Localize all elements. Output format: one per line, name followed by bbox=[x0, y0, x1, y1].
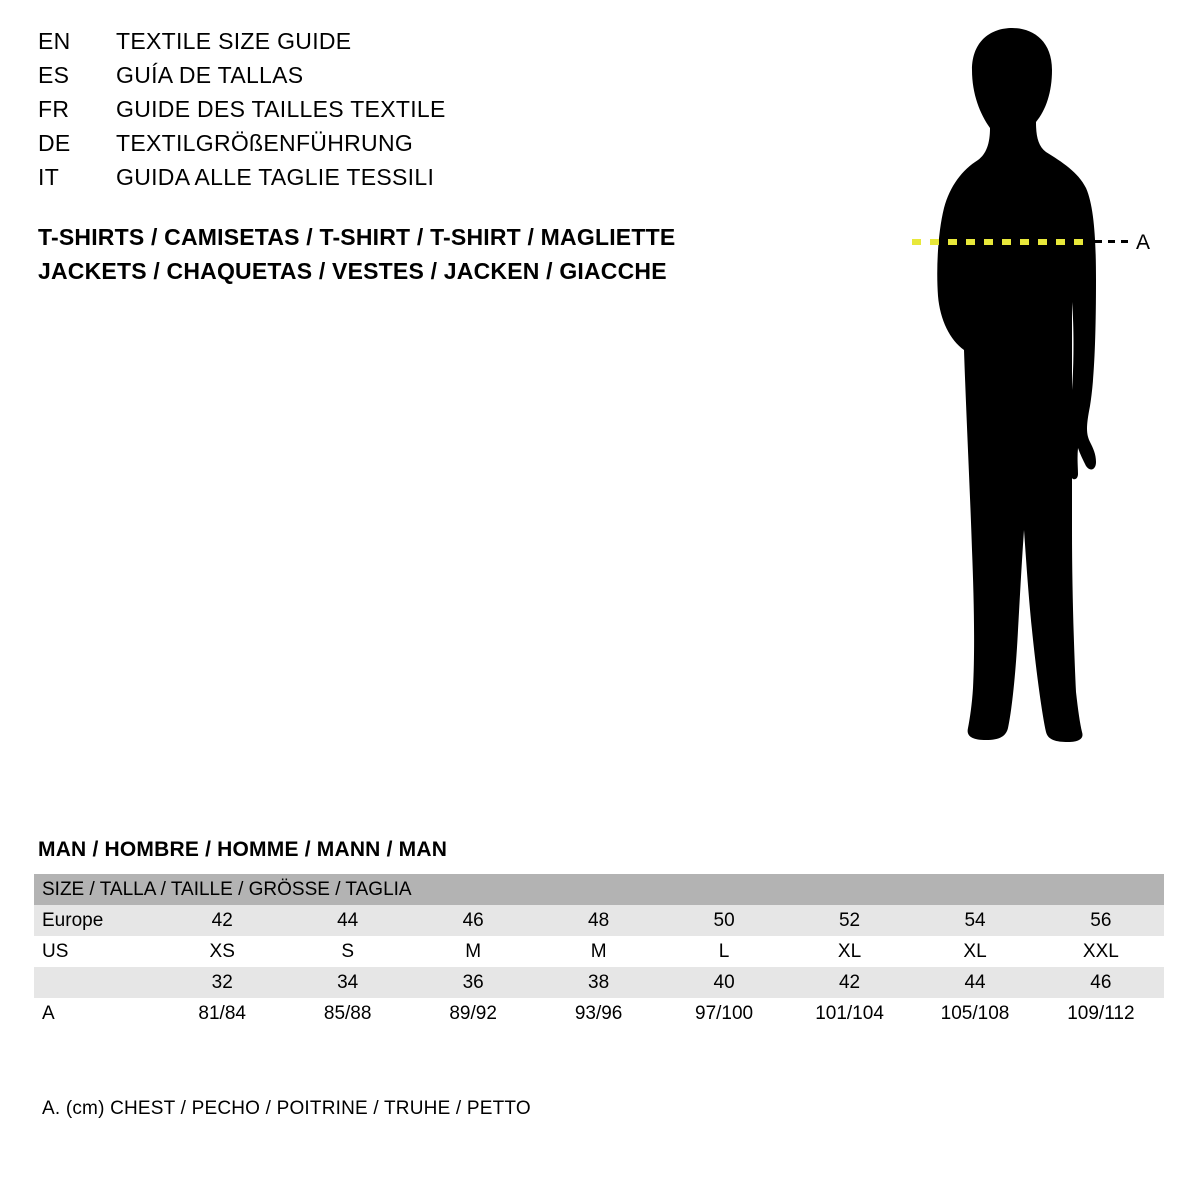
table-header-label: SIZE / TALLA / TAILLE / GRÖSSE / TAGLIA bbox=[34, 874, 1164, 905]
row-label: Europe bbox=[34, 905, 159, 936]
size-table-section bbox=[34, 838, 1164, 1029]
row-label bbox=[34, 967, 159, 998]
language-list bbox=[38, 28, 738, 198]
table-cell: 40 bbox=[661, 967, 786, 998]
language-row bbox=[38, 130, 738, 164]
language-row bbox=[38, 96, 738, 130]
table-row bbox=[34, 967, 1164, 998]
table-cell: 101/104 bbox=[787, 998, 912, 1029]
language-code: IT bbox=[38, 164, 60, 190]
table-cell: 97/100 bbox=[661, 998, 786, 1029]
table-cell: 46 bbox=[410, 905, 535, 936]
garment-category-list bbox=[38, 222, 798, 290]
table-cell: 42 bbox=[159, 905, 284, 936]
language-title: GUÍA DE TALLAS bbox=[116, 62, 304, 88]
table-row bbox=[34, 936, 1164, 967]
table-cell: 34 bbox=[285, 967, 410, 998]
table-cell: M bbox=[410, 936, 535, 967]
language-code: DE bbox=[38, 130, 71, 156]
category-tshirts: T-SHIRTS / CAMISETAS / T-SHIRT / T-SHIRT / MAGLIETTE bbox=[38, 224, 676, 250]
table-cell: XL bbox=[787, 936, 912, 967]
table-cell: S bbox=[285, 936, 410, 967]
language-title: GUIDE DES TAILLES TEXTILE bbox=[116, 96, 446, 122]
table-cell: 38 bbox=[536, 967, 661, 998]
table-row bbox=[34, 998, 1164, 1029]
table-cell: XXL bbox=[1038, 936, 1164, 967]
language-row bbox=[38, 28, 738, 62]
table-cell: 42 bbox=[787, 967, 912, 998]
language-code: FR bbox=[38, 96, 70, 122]
measure-label-a: A bbox=[1136, 231, 1151, 254]
table-cell: 89/92 bbox=[410, 998, 535, 1029]
category-jackets: JACKETS / CHAQUETAS / VESTES / JACKEN / GIACCHE bbox=[38, 258, 667, 284]
language-row bbox=[38, 62, 738, 96]
table-cell: 54 bbox=[912, 905, 1037, 936]
table-cell: 48 bbox=[536, 905, 661, 936]
table-header-row bbox=[34, 874, 1164, 905]
language-title: TEXTILGRÖßENFÜHRUNG bbox=[116, 130, 414, 156]
row-label: A bbox=[34, 998, 159, 1029]
table-cell: 50 bbox=[661, 905, 786, 936]
table-cell: 81/84 bbox=[159, 998, 284, 1029]
table-cell: 32 bbox=[159, 967, 284, 998]
table-cell: XL bbox=[912, 936, 1037, 967]
language-code: ES bbox=[38, 62, 70, 88]
table-group-title: MAN / HOMBRE / HOMME / MANN / MAN bbox=[38, 838, 448, 861]
table-cell: 85/88 bbox=[285, 998, 410, 1029]
body-figure bbox=[840, 10, 1180, 800]
table-cell: 105/108 bbox=[912, 998, 1037, 1029]
table-cell: 109/112 bbox=[1038, 998, 1164, 1029]
male-silhouette-icon bbox=[840, 10, 1180, 800]
table-cell: 52 bbox=[787, 905, 912, 936]
table-cell: L bbox=[661, 936, 786, 967]
table-cell: XS bbox=[159, 936, 284, 967]
table-cell: M bbox=[536, 936, 661, 967]
table-cell: 44 bbox=[912, 967, 1037, 998]
language-row bbox=[38, 164, 738, 198]
language-title: GUIDA ALLE TAGLIE TESSILI bbox=[116, 164, 435, 190]
table-cell: 93/96 bbox=[536, 998, 661, 1029]
table-cell: 46 bbox=[1038, 967, 1164, 998]
language-title: TEXTILE SIZE GUIDE bbox=[116, 28, 352, 54]
table-row bbox=[34, 905, 1164, 936]
table-cell: 36 bbox=[410, 967, 535, 998]
table-cell: 44 bbox=[285, 905, 410, 936]
table-cell: 56 bbox=[1038, 905, 1164, 936]
row-label: US bbox=[34, 936, 159, 967]
measure-leader-line bbox=[1095, 240, 1129, 243]
measurement-footnote: A. (cm) CHEST / PECHO / POITRINE / TRUHE / PETTO bbox=[42, 1098, 531, 1119]
language-code: EN bbox=[38, 28, 71, 54]
size-table bbox=[34, 874, 1164, 1029]
